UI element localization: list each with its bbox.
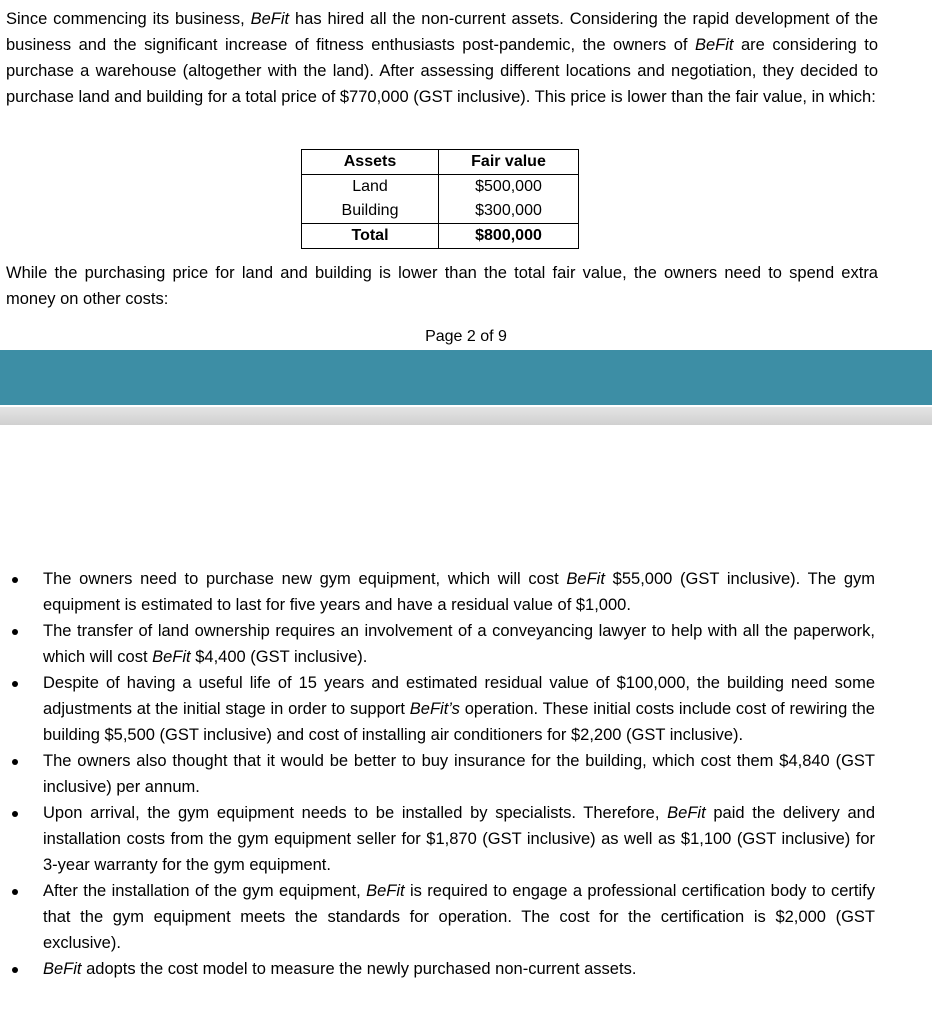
table-row — [302, 199, 579, 224]
bullet-text: operation. These initial costs include cost of rewiring the building $5,500 (GST inclusive) and cost of installing air conditioners for $2,200 (GST inclusive). — [43, 700, 875, 744]
cost-bullet-list — [0, 566, 932, 982]
intro-paragraph-2: While the purchasing price for land and building is lower than the total fair value, the owners need to spend extra money on other costs: — [6, 264, 878, 308]
brand-name: BeFit — [250, 10, 290, 28]
total-label: Total — [302, 224, 439, 249]
total-value: $800,000 — [439, 224, 579, 249]
table-row — [302, 175, 579, 200]
value-cell: $500,000 — [439, 175, 579, 200]
intro-text-1: Since commencing its business, — [6, 10, 251, 28]
table-total-row — [302, 224, 579, 249]
list-item — [0, 670, 875, 748]
bullet-text: The owners need to purchase new gym equipment, which will cost — [43, 570, 567, 588]
header-fair-value: Fair value — [439, 150, 579, 175]
intro-text-3: are considering to purchase a warehouse (altogether with the land). After assessing different locations and negotiation, they decided to purchase land and building for a total price of $770,000 (GST inclusive). This price is lower than the fair value, in which: — [6, 36, 879, 106]
bullet-text: adopts the cost model to measure the newly purchased non-current assets. — [81, 960, 637, 978]
brand-name: BeFit — [366, 882, 405, 900]
value-cell: $300,000 — [439, 199, 579, 224]
bullet-icon — [12, 759, 18, 765]
bullet-icon — [12, 681, 18, 687]
bullet-text: $4,400 (GST inclusive). — [190, 648, 368, 666]
bullet-text: Despite of having a useful life of 15 years and estimated residual value of $100,000, the building need some adjustments at the initial stage in order to support — [43, 674, 875, 718]
list-item — [0, 800, 875, 878]
bullet-icon — [12, 811, 18, 817]
bullet-icon — [12, 967, 18, 973]
bullet-icon — [12, 577, 18, 583]
page-number: Page 2 of 9 — [425, 328, 507, 345]
list-item — [0, 566, 875, 618]
list-item — [0, 748, 875, 800]
bullet-text: paid the delivery and installation costs from the gym equipment seller for $1,870 (GST inclusive) as well as $1,100 (GST inclusive) for 3-year warranty for the gym equipment. — [43, 804, 875, 874]
page-divider-shadow — [0, 407, 932, 425]
intro-paragraph — [6, 6, 878, 110]
bullet-icon — [12, 629, 18, 635]
brand-name: BeFit — [43, 960, 82, 978]
intro-text-2: has hired all the non-current assets. Considering the rapid development of the business and the significant increase of fitness enthusiasts post-pandemic, the owners of — [6, 10, 878, 54]
brand-name: BeFit — [152, 648, 191, 666]
brand-name: BeFit — [667, 804, 706, 822]
bullet-text: The transfer of land ownership requires an involvement of a conveyancing lawyer to help with all the paperwork, which will cost — [43, 622, 875, 666]
bullet-text: $55,000 (GST inclusive). The gym equipment is estimated to last for five years and have a residual value of $1,000. — [43, 570, 875, 614]
bullet-text: The owners also thought that it would be better to buy insurance for the building, which cost them $4,840 (GST inclusive) per annum. — [43, 752, 875, 796]
bullet-text: After the installation of the gym equipment, — [43, 882, 367, 900]
bullet-text: Upon arrival, the gym equipment needs to be installed by specialists. Therefore, — [43, 804, 668, 822]
header-assets: Assets — [302, 150, 439, 175]
fair-value-table — [301, 149, 579, 249]
asset-cell: Building — [302, 199, 439, 224]
brand-name: BeFit — [694, 36, 734, 54]
asset-cell: Land — [302, 175, 439, 200]
list-item — [0, 878, 875, 956]
table-header-row — [302, 150, 579, 175]
brand-name: BeFit — [566, 570, 605, 588]
bullet-text: is required to engage a professional certification body to certify that the gym equipment meets the standards for operation. The cost for the certification is $2,000 (GST exclusive). — [43, 882, 875, 952]
list-item — [0, 618, 875, 670]
list-item — [0, 956, 875, 982]
page-divider-band — [0, 350, 932, 405]
brand-name: BeFit’s — [409, 700, 460, 718]
bullet-icon — [12, 889, 18, 895]
